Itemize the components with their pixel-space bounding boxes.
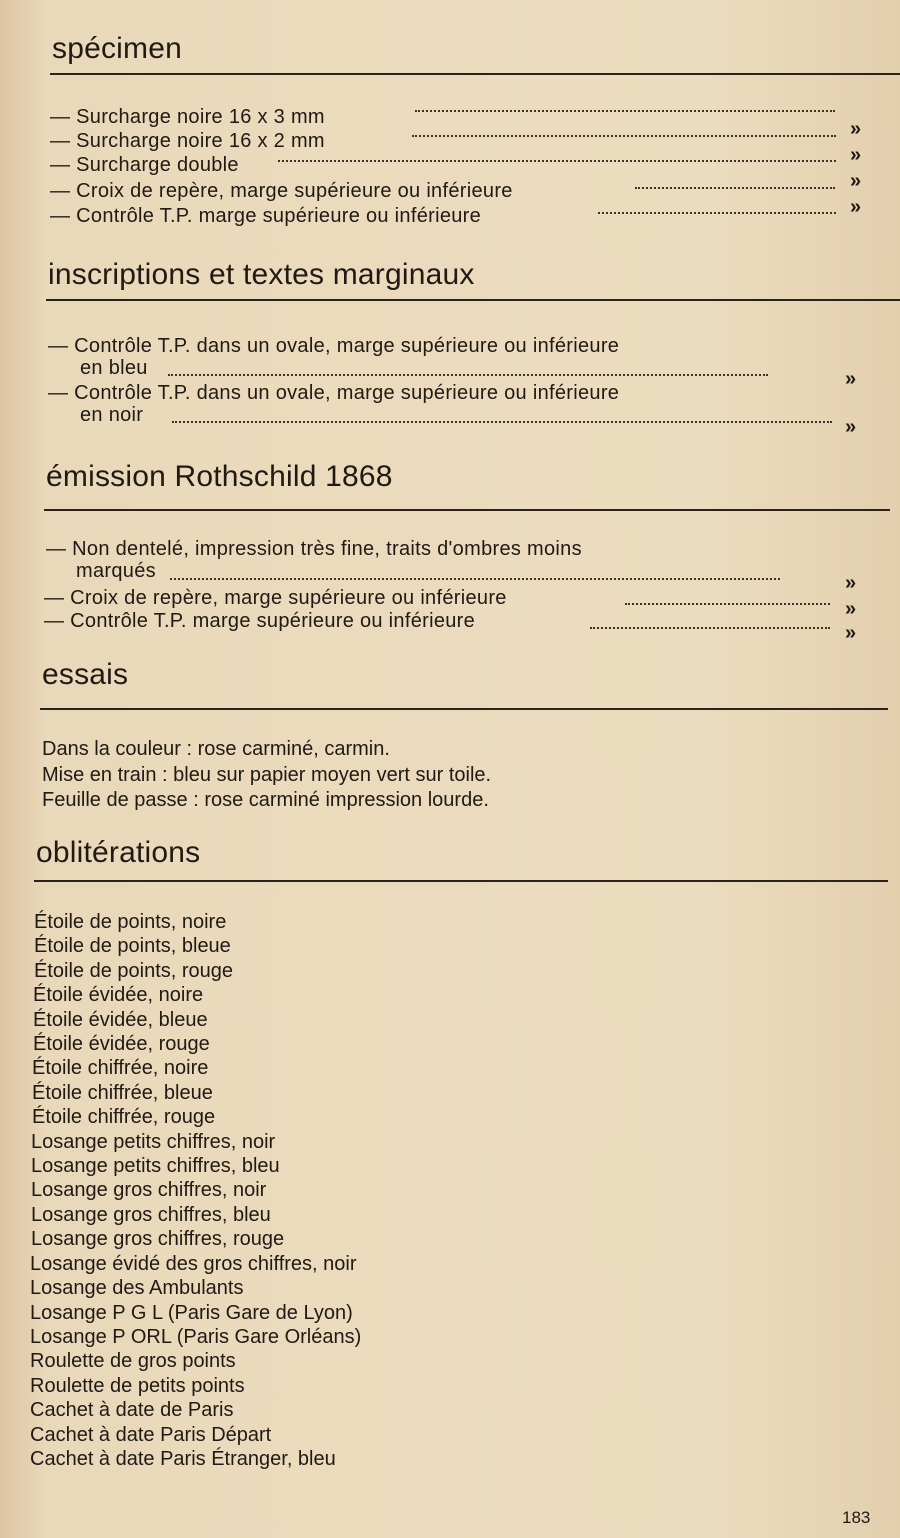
rothschild-item: — Non dentelé, impression très fine, traits d'ombres moins xyxy=(46,538,582,560)
list-item: Étoile chiffrée, noire xyxy=(32,1057,209,1080)
ditto-mark: » xyxy=(845,598,857,620)
list-item: Losange des Ambulants xyxy=(30,1277,244,1300)
section-title-essais: essais xyxy=(42,658,129,691)
rothschild-item: — Contrôle T.P. marge supérieure ou inférieure xyxy=(44,610,476,632)
list-item: Étoile de points, noire xyxy=(34,911,227,933)
essai-line: Dans la couleur : rose carminé, carmin. xyxy=(42,738,390,760)
section-rule xyxy=(40,708,888,710)
dot-leader xyxy=(625,603,830,605)
inscription-item: — Contrôle T.P. dans un ovale, marge supérieure ou inférieure xyxy=(48,382,620,404)
specimen-item: — Surcharge double xyxy=(50,154,239,176)
dot-leader xyxy=(278,160,836,162)
list-item: Losange petits chiffres, bleu xyxy=(31,1155,280,1178)
list-item: Losange gros chiffres, bleu xyxy=(31,1203,271,1226)
list-item: Cachet à date Paris Étranger, bleu xyxy=(30,1447,336,1470)
essai-line: Feuille de passe : rose carminé impression lourde. xyxy=(42,789,489,811)
list-item: Cachet à date de Paris xyxy=(30,1399,234,1422)
dot-leader xyxy=(598,212,836,214)
section-rule xyxy=(50,73,900,75)
list-item: Étoile évidée, bleue xyxy=(33,1008,208,1031)
dot-leader xyxy=(168,374,768,376)
dot-leader xyxy=(635,187,835,189)
ditto-mark: » xyxy=(845,622,857,644)
inscription-item-continuation: en noir xyxy=(80,404,144,426)
specimen-item: — Croix de repère, marge supérieure ou inférieure xyxy=(50,180,513,202)
obliterations-list xyxy=(30,910,361,1471)
essai-line: Mise en train : bleu sur papier moyen vert sur toile. xyxy=(42,764,492,786)
list-item: Losange petits chiffres, noir xyxy=(31,1130,276,1153)
list-item: Losange P ORL (Paris Gare Orléans) xyxy=(30,1325,362,1348)
list-item: Étoile de points, bleue xyxy=(34,935,231,958)
reverse-side-bleed xyxy=(500,44,505,66)
list-item: Losange évidé des gros chiffres, noir xyxy=(30,1252,357,1275)
rothschild-item: — Croix de repère, marge supérieure ou inférieure xyxy=(44,587,507,609)
list-item: Étoile évidée, noire xyxy=(33,984,204,1007)
page-number: 183 xyxy=(842,1508,871,1527)
section-rule xyxy=(46,299,900,301)
list-item: Étoile de points, rouge xyxy=(34,959,234,982)
list-item: Cachet à date Paris Départ xyxy=(30,1423,272,1446)
ditto-mark: » xyxy=(845,368,857,390)
section-title-rothschild: émission Rothschild 1868 xyxy=(46,460,393,493)
section-rule xyxy=(34,880,888,882)
ditto-mark: » xyxy=(850,144,862,166)
list-item: Losange gros chiffres, noir xyxy=(31,1179,267,1202)
ditto-mark: » xyxy=(845,416,857,438)
ditto-mark: » xyxy=(850,196,862,218)
inscription-item-continuation: en bleu xyxy=(80,357,148,379)
dot-leader xyxy=(170,578,780,580)
dot-leader xyxy=(412,135,836,137)
dot-leader xyxy=(415,110,835,112)
list-item: Roulette de petits points xyxy=(30,1374,245,1397)
dot-leader xyxy=(590,627,830,629)
specimen-item: — Surcharge noire 16 x 2 mm xyxy=(50,130,325,152)
list-item: Losange P G L (Paris Gare de Lyon) xyxy=(30,1301,353,1324)
section-title-specimen: spécimen xyxy=(52,32,182,65)
ditto-mark: » xyxy=(850,118,862,140)
section-rule xyxy=(44,509,890,511)
section-title-obliterations: oblitérations xyxy=(36,836,201,869)
list-item: Roulette de gros points xyxy=(30,1350,236,1373)
ditto-mark: » xyxy=(845,572,857,594)
rothschild-item-continuation: marqués xyxy=(76,560,156,582)
specimen-item: — Surcharge noire 16 x 3 mm xyxy=(50,106,325,128)
ditto-mark: » xyxy=(850,170,862,192)
section-title-inscriptions: inscriptions et textes marginaux xyxy=(48,258,475,291)
specimen-item: — Contrôle T.P. marge supérieure ou inférieure xyxy=(50,205,482,227)
dot-leader xyxy=(172,421,832,423)
inscription-item: — Contrôle T.P. dans un ovale, marge supérieure ou inférieure xyxy=(48,335,620,357)
list-item: Losange gros chiffres, rouge xyxy=(31,1228,285,1251)
list-item: Étoile chiffrée, bleue xyxy=(32,1081,213,1104)
list-item: Étoile évidée, rouge xyxy=(33,1033,210,1056)
list-item: Étoile chiffrée, rouge xyxy=(32,1106,216,1129)
